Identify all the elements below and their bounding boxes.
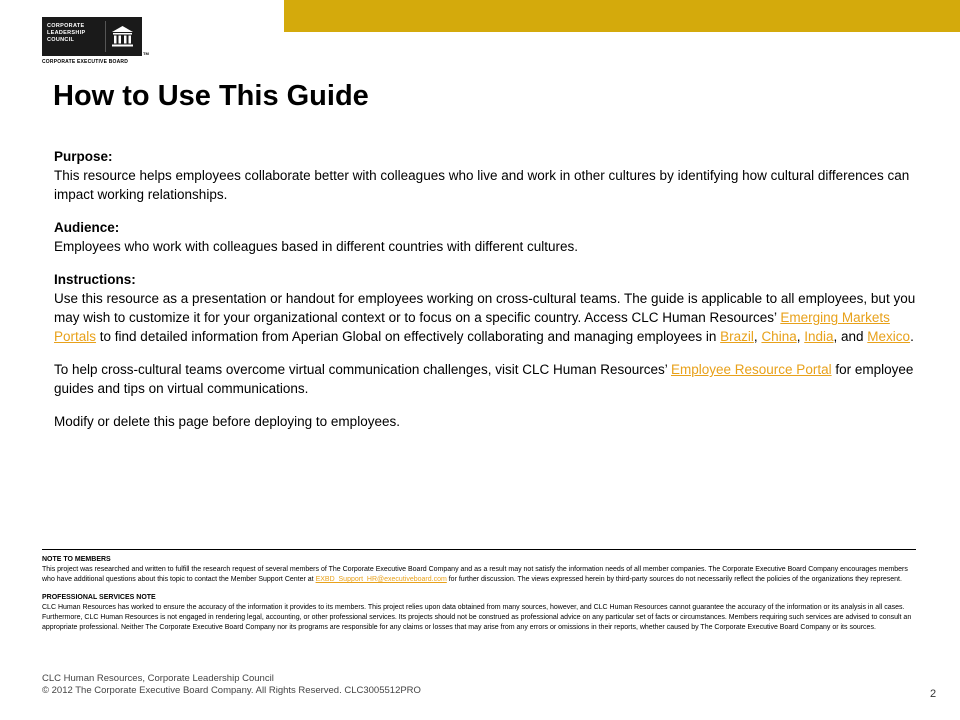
footer (42, 673, 421, 697)
page-number: 2 (930, 688, 937, 700)
audience-heading: Audience: (54, 220, 120, 235)
divider (42, 549, 916, 550)
logo-trademark: TM (143, 51, 149, 56)
logo-box (42, 17, 142, 56)
logo-line-3: COUNCIL (47, 37, 75, 43)
instructions-heading: Instructions: (54, 272, 136, 287)
professional-services-heading: PROFESSIONAL SERVICES NOTE (42, 593, 156, 601)
page-title: How to Use This Guide (53, 80, 369, 112)
footer-line-1: CLC Human Resources, Corporate Leadership Council (42, 673, 274, 684)
purpose-text: This resource helps employees collaborate better with colleagues who live and work in other cultures by identifying how cultural differences can impact working relationships. (54, 168, 910, 202)
brazil-link[interactable]: Brazil (720, 329, 754, 344)
instructions-paragraph-1 (54, 289, 926, 346)
note-to-members-text-b: for further discussion. The views expressed herein by third-party sources do not necessarily reflect the policies of the organizations they represent. (446, 576, 902, 584)
purpose-heading: Purpose: (54, 149, 113, 164)
logo-text (47, 23, 85, 44)
building-columns-icon (105, 21, 139, 52)
guide-content (54, 147, 926, 431)
separator: , (796, 329, 805, 344)
professional-services-text: CLC Human Resources has worked to ensure the accuracy of the information it provides to its members. This project relies upon data obtained from many sources, however, and CLC Human Resources cannot guarantee the accuracy of the information or its analysis in all cases. Furthermore, CLC Human Resources is not engaged in rendering legal, accounting, or other professional services. Its projects should not be construed as professional advice on any particular set of facts or circumstances. Members requiring such services are advised to consult an appropriate professional. Neither The Corporate Executive Board Company nor its programs are responsible for any claims or losses that may arise from any errors or omissions in their reports, whether caused by The Corporate Executive Board Company or its sources. (42, 603, 912, 632)
instructions-text-2b: for employee guides and tips on virtual communications. (54, 362, 914, 396)
instructions-text-1b: to find detailed information from Aperian Global on effectively collaborating and managing employees in (96, 329, 721, 344)
accent-bar (284, 0, 960, 32)
support-email-link[interactable]: EXBD_Support_HR@executiveboard.com (315, 576, 447, 584)
logo-line-1: CORPORATE (47, 23, 85, 29)
audience-text: Employees who work with colleagues based in different countries with different cultures. (54, 239, 579, 254)
emerging-markets-portals-link[interactable]: Emerging Markets Portals (54, 310, 890, 344)
copyright: © 2012 The Corporate Executive Board Company. All Rights Reserved. CLC3005512PRO (42, 685, 421, 696)
instructions-paragraph-2 (54, 360, 926, 398)
logo-subtitle: CORPORATE EXECUTIVE BOARD (42, 59, 129, 65)
india-link[interactable]: India (804, 329, 834, 344)
instructions-text-2a: To help cross-cultural teams overcome virtual communication challenges, visit CLC Human Resources’ (54, 362, 671, 377)
instructions-text-1a: Use this resource as a presentation or handout for employees working on cross-cultural teams. The guide is applicable to all employees, but you may wish to customize it for your organizational context or to focus on a specific country. Access CLC Human Resources’ (54, 291, 916, 325)
mexico-link[interactable]: Mexico (867, 329, 911, 344)
logo-line-2: LEADERSHIP (47, 30, 86, 36)
logo (42, 17, 148, 67)
separator: , and (833, 329, 868, 344)
note-to-members-text (42, 565, 918, 585)
period: . (910, 329, 914, 344)
separator: , (753, 329, 762, 344)
notes-section (42, 555, 918, 633)
note-to-members-heading: NOTE TO MEMBERS (42, 556, 111, 563)
china-link[interactable]: China (761, 329, 797, 344)
employee-resource-portal-link[interactable]: Employee Resource Portal (671, 362, 832, 377)
note-to-members-text-a: This project was researched and written to fulfill the research request of several members of The Corporate Executive Board Company and as a result may not satisfy the information needs of all member companies. The Corporate Executive Board Company encourages members who have additional questions about this topic to contact the Member Support Center at (42, 566, 908, 584)
instructions-paragraph-3: Modify or delete this page before deploying to employees. (54, 414, 400, 429)
